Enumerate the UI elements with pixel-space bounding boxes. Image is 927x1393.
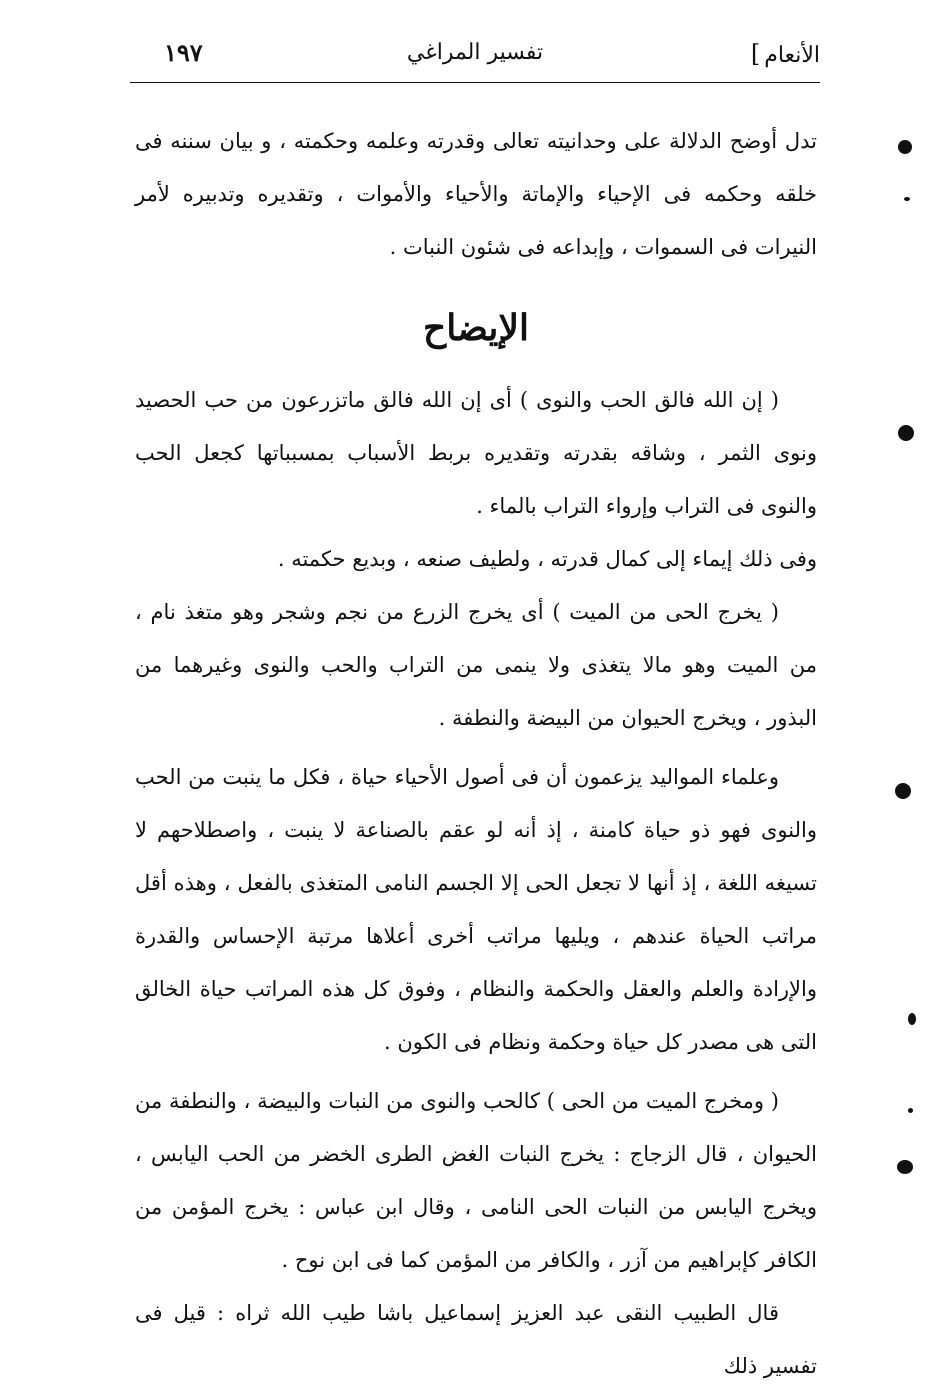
paragraph-3: ( يخرج الحى من الميت ) أى يخرج الزرع من نجم وشجر وهو متغذ نام ، من الميت وهو مالا يتغذى ولا ينمى من التراب والحب والنوى وغيرهما من البذور ، ويخرج الحيوان من البيضة والنطفة . <box>135 600 817 730</box>
surah-name-text: الأنعام <box>764 43 820 68</box>
paragraph-2: وفى ذلك إيماء إلى كمال قدرته ، ولطيف صنعه ، وبديع حكمته . <box>277 547 817 571</box>
paragraph-4: وعلماء المواليد يزعمون أن فى أصول الأحياء حياة ، فكل ما ينبت من الحب والنوى فهو ذو حياة كامنة ، إذ أنه لو عقم بالصناعة لا ينبت ، واصطلاحهم لا تسيغه اللغة ، إذ أنها لا تجعل الحى إلا الجسم النامى المتغذى بالفعل ، وهذه أقل مراتب الحياة عندهم ، ويليها مراتب أخرى أعلاها مرتبة الإحساس والقدرة والإرادة والعلم والعقل والحكمة والنظام ، وفوق كل هذه المراتب حياة الخالق التى هى مصدر كل حياة وحكمة ونظام فى الكون . <box>135 765 817 1054</box>
margin-speck <box>898 425 914 441</box>
margin-speck <box>908 1108 913 1113</box>
margin-speck <box>897 1160 913 1174</box>
paragraph-6: قال الطبيب النقى عبد العزيز إسماعيل باشا طيب الله ثراه : قيل فى تفسير ذلك <box>135 1301 817 1378</box>
header-rule <box>130 82 820 83</box>
page-header <box>130 36 820 80</box>
margin-speck <box>895 783 911 799</box>
paragraph-1: ( إن الله فالق الحب والنوى ) أى إن الله فالق ماتزرعون من حب الحصيد ونوى الثمر ، وشاقه بقدرته وتقديره بربط الأسباب بمسبباتها كجعل الحب والنوى فى التراب وإرواء التراب بالماء . <box>135 388 817 518</box>
paragraph-5: ( ومخرج الميت من الحى ) كالحب والنوى من النبات والبيضة ، والنطفة من الحيوان ، قال الزجاج : يخرج النبات الغض الطرى الخضر من الحب اليابس ، ويخرج اليابس من النبات الحى النامى ، وقال ابن عباس : يخرج المؤمن من الكافر كإبراهيم من آزر ، والكافر من المؤمن كما فى ابن نوح . <box>135 1089 817 1272</box>
margin-speck <box>898 140 912 154</box>
book-title: تفسير المراغي <box>406 40 544 65</box>
margin-speck <box>904 197 910 201</box>
page-body <box>135 115 817 1393</box>
section-heading: الإيضاح <box>423 307 529 349</box>
page-number: ١٩٧ <box>164 38 203 67</box>
margin-speck <box>908 1013 916 1025</box>
header-bracket: ] <box>750 40 761 68</box>
intro-paragraph: تدل أوضح الدلالة على وحدانيته تعالى وقدرته وعلمه وحكمته ، و بيان سننه فى خلقه وحكمه فى الإحياء والإماتة والأحياء والأموات ، وتقديره وتدبيره لأمر النيرات فى السموات ، وإبداعه فى شئون النبات . <box>135 129 817 259</box>
